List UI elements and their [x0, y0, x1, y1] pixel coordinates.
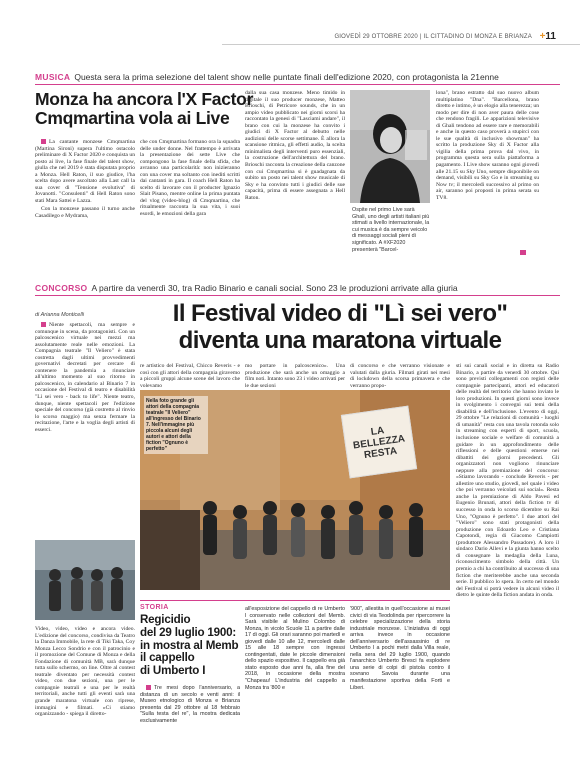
article2-col5: sti sui canali social e in diretta su Radio Binario, a partire da venerdì 30 ottobre. Qui sono previsti collegamenti con registi delle compagnie partecipanti, attori ed educatori delle realtà del territorio che hanno inviato le loro produzioni. In questi giorni sono invece in svolgimento i convegni sui temi della disabilità e dell'inclusione. L'evento di oggi, 29 ottobre "Le relazioni di comunità - luoghi di umanità" resta con una tavola rotonda solo in streaming con esperti di sport, scuola, inclusione sociale e welfare di comunità a guidare in un approfondimento delle riflessioni e delle questioni emerse nei dibattiti dei giorni precedenti. Gli organizzatori non vogliono rinunciare neppure alla premiazione del concorso: «Stiamo lavorando - conclude Reveris - per allestire uno studio, giovedì, nel quale i video che poi verranno veicolati sui social». Resta anche la premiazione di Aldo Pavesi ed Eugenio Brunati, attori della fiction tv di successo in onda lo scorso dicembre su Rai Uno, "Ognuno è perfetto". I due attori del "Veliero" sono stati protagonisti della produzione con Edoardo Leo e Cristiana Capotondi, regia di Giacomo Campiotti (produttore Alessandro Passadore). A loro il sindaco Dario Allevi e la giunta hanno scelto di consegnare la medaglia della Luna, riconoscimento simbolo della città. Un premio a chi ha contribuito al successo di una fiction che meriterebbe anche una seconda serie. Il pubblico lo spera. In certo nel mondo del Festival si potrà vedere in alcuni video il dietro le quinte della fiction andata in onda.	[456, 363, 559, 599]
article2-title	[120, 300, 560, 354]
article3-kicker: STORIA	[140, 604, 169, 611]
article3-title	[140, 614, 240, 678]
page-number	[540, 31, 556, 42]
article3-col3: '900", allestita in quell'occasione ai musei civici di via Teodolinda per ripercorrere la celebre specializzazione della storia industriale monzese. L'iniziativa di oggi arriva invece in occasione dell'anniversario dell'assassinio di re Umberto I a pochi metri dalla Villa reale, nella sera del 29 luglio 1900, quando l'anarchico Umberto Bresci fa esplodere una serie di colpi di pistola contro il sovrano Savoia durante una manifestazione sportiva della Forti e Liberi.	[350, 606, 450, 691]
end-mark-icon	[520, 250, 526, 255]
bullet-square-icon	[146, 685, 151, 690]
page-header	[0, 0, 580, 44]
kicker-tag: MUSICA	[35, 72, 71, 82]
article1-photo-caption: Ospite nel primo Live sarà Ghali, uno degli artisti italiani più stimati a livello internazionale, la cui musica è da sempre veicolo di messaggi sociali pieni di significato. A #XF2020 presenterà "Barcel-	[352, 207, 430, 253]
article2-col1	[35, 322, 135, 534]
title-line: diventa una maratona virtuale	[178, 327, 502, 354]
bullet-square-icon	[41, 139, 46, 144]
theatre-group-photo	[140, 390, 450, 590]
header-date-line: GIOVEDÌ 29 OTTOBRE 2020 | IL CITTADINO DI MONZA E BRIANZA	[334, 34, 532, 40]
article1-col5: lona", brano estratto dal suo nuovo album multiplatino "Dna". "Barcellona, brano diretto e intimo, è un elogio alla tenerezza; un modo per dire di non aver paura delle cose che rendono fragili. Le apparizioni televisive di Ghali tendono ad essere rare e memorabili e anche in questo caso proverà a stupirci con le sue qualità di inclusivo showman" ha scritto la produzione Sky di X Factor alla vigilia della prima prova dal vivo, in programma questa sera sulla piattaforma a pagamento. I Live show saranno ogni giovedì alle 21.15 su Sky Uno, sempre disponibile on demand, visibili su Sky Go e in streaming su Now tv; il mercoledì successivo al primo on air, saranno poi proposti in prima serata su TV8.	[436, 90, 539, 201]
article3-col2: all'esposizione del cappello di re Umberto I conservato nelle collezioni del Memb. Sarà visibile al Mulino Colombo di Monza, in vicolo Scuole 11 a partire dalle 17 di oggi. Gli orari saranno poi martedì e giovedì dalle 10 alle 12, mercoledì dalle 15 alle 18 sempre con ingressi contingentati, date le piccole dimensioni dello spazio espositivo. Il cappello era già stato esposto due anni fa, alla fine del 2018, in occasione della mostra "Chapeau! L'industria del cappello a Monza tra '800 e	[245, 606, 345, 691]
kicker-rule	[35, 84, 560, 85]
title-line: il cappello	[140, 651, 195, 665]
article2-col3: mo portare in palcoscenico». Una produzione che sarà anche un omaggio a film noti. Intanto sono 23 i video arrivati per le due sezioni	[245, 363, 345, 389]
article2-byline: di Arianna Monticelli	[35, 312, 85, 318]
kicker-text: A partire da venerdì 30, tra Radio Binario e canali social. Sono 23 le produzioni arrivate alla giuria	[91, 283, 458, 293]
la-bellezza-resta-banner: LA BELLEZZA RESTA	[341, 406, 417, 479]
fiction-cast-photo	[35, 540, 135, 620]
plus-icon: +	[539, 31, 546, 42]
title-line: in mostra al Memb	[140, 638, 239, 652]
article2-kicker	[35, 283, 458, 293]
title-line: del 29 luglio 1900:	[140, 625, 237, 639]
article2-col4: di concorso e che verranno visionate e valutati dalla giuria. Filmati girati nei mesi di lockdown della scorsa primavera e che verranno propo-	[350, 363, 450, 389]
article1-col3: dalla sua casa monzese. Meno timido in digitale il suo producer monzese, Matteo Brioschi, di Petricore sounds, che in un ampio video pubblicato nei giorni scorsi ha raccontato la genesi di "Lasciami andare", il brano con cui la monzese ha convito i giudici di X Factor al debutto nelle audizioni delle scorse settimane. È allora la scansione ritmica, gli effetti audio, la scelta minimalista degli interventi puro essenziali, la costruzione dell'architettura del brano. Brioschi racconta la creazione della canzone con cui Cmqmartina si è guadagnata da subito un posto nei talent show musicale di Sky e ha convinto tutti i giudici delle sue capacità, prima di essere assegnata a Hell Raton.	[245, 90, 345, 201]
article2-col2: re artistico del Festival, Chicco Reveris - e così con gli attori della compagnia giravemo a piccoli gruppi alcune scene del lavoro che volevamo	[140, 363, 240, 389]
kicker-text: Questa sera la prima selezione del talent show nelle puntate finali dell'edizione 2020, con protagonista la 21enne	[74, 72, 499, 82]
bullet-square-icon	[41, 322, 46, 327]
text: Con la monzese passano il turno anche Casadilego e Mydrama,	[35, 206, 135, 220]
text: La cantante monzese Cmqmartina (Martina Sironi) supera l'ultimo ostacolo preliminare di X Factor 2020 e conquista un posto ai live, la fase finale del talent show, giulla che nel 2019 è stata disputata proprio a Monza. Hell Raton, il suo giudice, l'ha scelta dopo avere ascoltato alla Last call la sua cover di "Tensione evolutiva" di Jovanotti. "Consulenti" di Hell Raton sono stati Mara Sattei e Lazza.	[35, 139, 135, 204]
article2-col-bottom: Video, video, video e ancora video. L'edizione del concorso, condivisa da Teatro la Danza Immobile, la rete di Tiki Taka, Coy Monza Lecco Sondrio e con il patrocinio e il promozione del Comune di Monza e della Fondazione di comunità MB, sarà dunque tutta sullo schermo, on line. Oltre al contest teatrale diventato per necessità contest video, con due sezioni, una per le compagnie teatrali e una per le realtà territoriali, anche tutti gli eventi sarà una grande maratona virtuale con riprese, immagini e filmati. «Ci stiamo organizzando - spiega il diretto-	[35, 626, 135, 718]
article1-col1	[35, 139, 135, 257]
article2-photo-caption: Nella foto grande gli attori della compagnia teatrale "Il Veliero" all'ingresso del Binario 7. Nell'immagine più piccola alcuni degli autori e attori della fiction "Ognuno è perfetto"	[144, 396, 208, 454]
title-line: Il Festival video di "Lì sei vero"	[172, 300, 508, 327]
article1-col2: che con Cmqmartina formano ora la squadra delle under donne. Nel frattempo è arrivata la presentazione dei sette Live che compongono la fase finale della sfida, che avranno una particolarità: non inizieranno con una cover ma soltanto con inediti scritti dai cantanti in gara. Il coach Hell Raton ha scelto di lavorare con il producter Ignazio Slait Pisano, mentre online la prima puntata del vlog (video-blog) di Cmqmartina, che ritualmente racconta la sua vita, i suoi esordi, le emozioni della gara	[140, 139, 240, 218]
text: Tre mesi dopo l'anniversario, a distanza di un secolo e venti anni: il Museo etnologico di Monza e Brianza presenta dal 29 ottobre al 18 febbraio "Sulla testa del re", la mostra dedicata esclusivamente	[140, 685, 240, 724]
kicker-rule	[35, 295, 560, 296]
singer-photo	[350, 90, 430, 203]
article1-kicker	[35, 72, 499, 82]
header-divider	[222, 44, 580, 45]
title-line: Regicidio	[140, 613, 191, 626]
title-line: Monza ha ancora l'X Factor	[35, 89, 254, 109]
title-line: di Umberto I	[140, 664, 206, 678]
page-number-value: 11	[545, 31, 556, 42]
text: Niente spettacoli, ma sempre e comunque in scena, da protagonisti. Con un palcoscenico virtuale nei mezzi ma assolutamente reale nelle emozioni. La Compagnia teatrale "Il Veliero" è stata costretta dagli ultimi provvedimenti governativi decretati per cercare di contenere la pandemia a rinunciare all'ultimo momento al suo ritorno in palcoscenico, in calendario al Binario 7 in occasione del Festival di teatro e disabilità "Lì sei vero - back to life". Niente teatro, dunque, niente spettacoli per l'edizione speciale del concorso (già costretto al rinvio lo scorso maggio) ma senza fermare la recitazione, l'arte e la voglia degli artisti di esserci.	[35, 322, 135, 433]
storia-rule	[140, 600, 450, 601]
article3-col1	[140, 685, 240, 758]
title-line: Cmqmartina vola ai Live	[35, 108, 230, 128]
kicker-tag: CONCORSO	[35, 283, 88, 293]
